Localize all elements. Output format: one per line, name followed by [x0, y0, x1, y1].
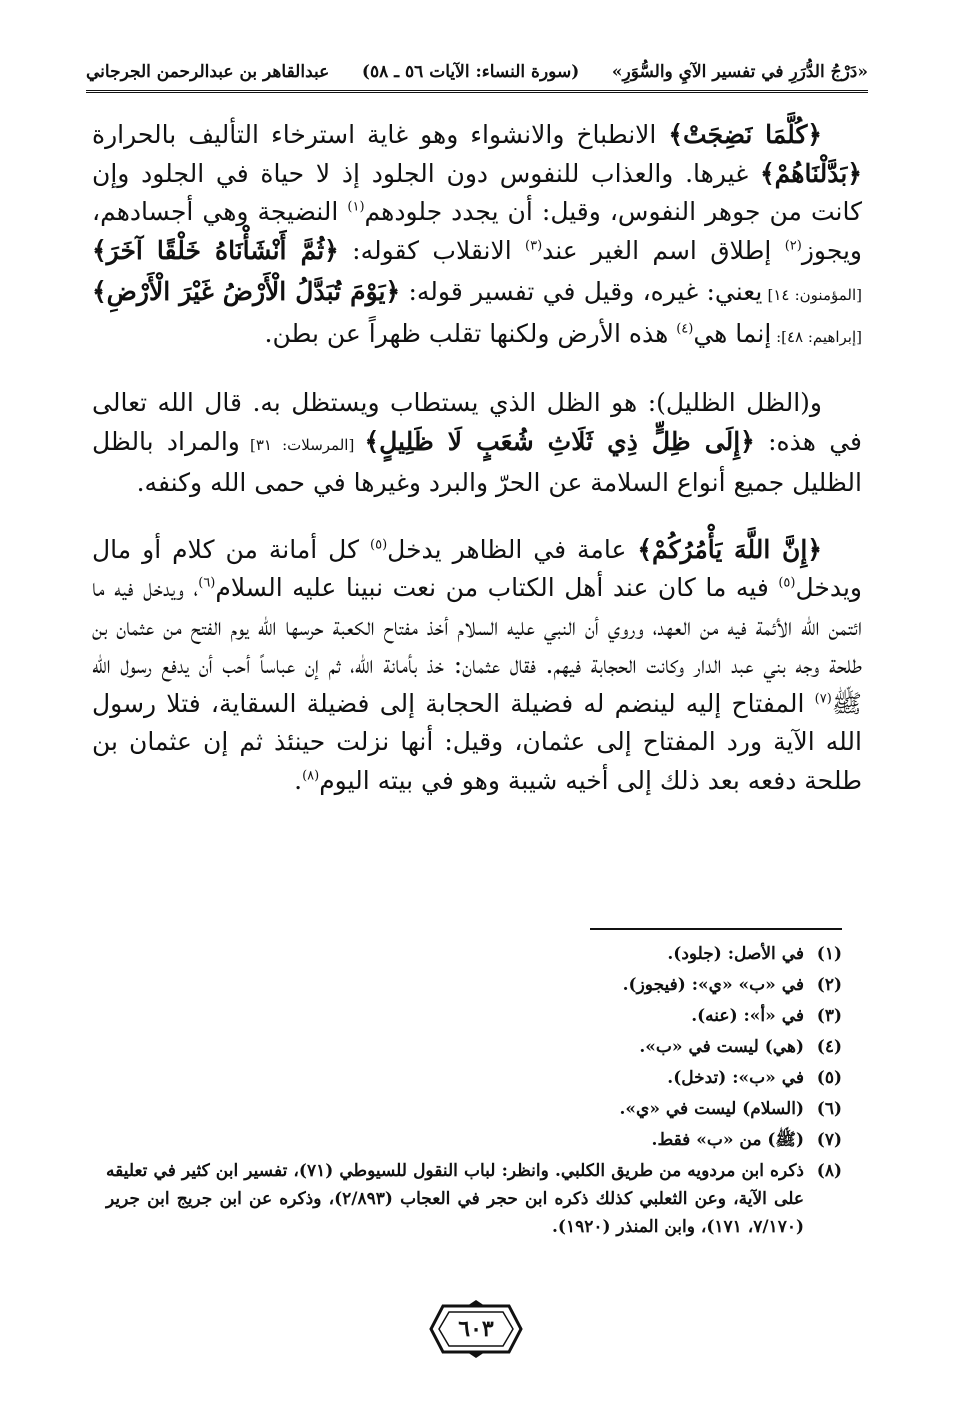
text-run: المفتاح إليه لينضم له فضيلة الحجابة إلى فضيلة السقاية، فتلا رسول الله الآية ورد المفتاح إلى عثمان، وقيل: أنها نزلت حينئذ ثم إن عثمان بن طلحة دفعه بعد ذلك إلى أخيه شيبة وهو في بيته اليوم [92, 688, 862, 795]
text-run: و(الظل الظليل): هو الظل الذي يستطاب ويستظل به. قال الله تعالى في هذه: [92, 388, 863, 456]
text-run: كل أمانة من كلام أو مال ويدخل [92, 534, 862, 602]
footnote-number: (٧) [816, 1130, 842, 1150]
footnote-divider [590, 928, 842, 930]
footnote-text: في «أ»: (عنه). [691, 1006, 804, 1026]
footnote-marker: (٦) [198, 575, 216, 591]
footnote-text: ذكره ابن مردويه من طريق الكلبي. وانظر: لباب النقول للسيوطي (٧١)، تفسير ابن كثير في تعليقه على الآية، وعن الثعلبي كذلك ذكره ابن حجر في العجاب (٢/٨٩٣)، وذكره عن ابن جريج ابن جرير (٧/١٧٠، ١٧١)، وابن المنذر (١٩٢٠). [106, 1161, 804, 1237]
footnote-text: (السلام) ليست في «ي». [619, 1099, 804, 1119]
footnote-marker: (٨) [302, 768, 320, 784]
footnote-marker: (٣) [525, 238, 543, 254]
text-run: والمراد بالظل الظليل جميع أنواع السلامة عن الحرّ والبرد وغيرها في حمى الله وكنفه. [92, 426, 862, 497]
verse-reference: [إبراهيم: ٤٨]: [771, 327, 862, 346]
quran-quote: ﴿كُلَّمَا نَضِجَتْ﴾ [668, 120, 822, 149]
header-divider [86, 90, 868, 93]
quran-quote: ﴿ثُمَّ أَنْشَأْنَاهُ خَلْقًا آخَرَ﴾ [92, 235, 339, 265]
text-run: عامة في الظاهر يدخل [387, 534, 638, 564]
header-section: (سورة النساء: الآيات ٥٦ ـ ٥٨) [361, 62, 580, 82]
running-header [86, 56, 868, 88]
header-book-title: «دَرْجُ الدُّرَرِ في تفسير الآيِ والسُّوَرِ» [611, 62, 868, 82]
text-run: هذه الأرض ولكنها تقلب ظهراً عن بطن. [264, 318, 677, 348]
paragraph-2 [92, 384, 862, 503]
footnote-text: في «ب»: (تدخل). [667, 1068, 804, 1088]
footnote-number: (٤) [816, 1037, 842, 1057]
text-run: غيرها. والعذاب للنفوس دون الجلود إذ لا حياة في الجلود وإن كانت من جوهر النفوس، وقيل: أن يجدد جلودهم [92, 158, 862, 226]
header-author: عبدالقاهر بن عبدالرحمن الجرجاني [86, 62, 330, 82]
footnote-number: (٥) [816, 1068, 842, 1088]
footnote-marker: (٢) [784, 238, 802, 254]
footnote-text: (هي) ليست في «ب». [639, 1037, 804, 1057]
footnote-item [106, 940, 842, 968]
footnote-marker: (٧) [814, 691, 832, 707]
paragraph-3 [92, 531, 862, 801]
footnote-text: (ﷺ) من «ب» فقط. [651, 1130, 804, 1150]
footnote-marker: (١) [347, 199, 365, 215]
text-run: يعني: غيره، وقيل في تفسير قوله: [400, 277, 763, 306]
footnote-number: (١) [816, 944, 842, 964]
footnote-item [106, 971, 842, 999]
text-run: إنما هي [693, 318, 772, 348]
text-run: إطلاق اسم الغير عند [542, 235, 785, 265]
footnote-item [106, 1002, 842, 1030]
text-run: الانطباخ والانشواء وهو غاية استرخاء التأليف بالحرارة [92, 120, 669, 149]
footnote-number: (٦) [816, 1099, 842, 1119]
page-number: ٦٠٣ [458, 1316, 494, 1342]
footnotes [106, 940, 842, 1244]
footnote-item [106, 1033, 842, 1061]
text-run: الانقلاب كقوله: [338, 235, 525, 265]
verse-reference: [المؤمنون: ١٤] [762, 286, 862, 304]
footnote-text: في الأصل: (جلود). [667, 944, 804, 964]
footnote-marker: (٥) [778, 575, 796, 591]
footnote-item [106, 1064, 842, 1092]
footnote-text: في «ب» «ي»: (فيجوز). [622, 975, 804, 995]
text-run: . [294, 765, 303, 795]
footnote-marker: (٤) [676, 321, 694, 337]
footnote-number: (٢) [816, 975, 842, 995]
quran-quote: ﴿بَدَّلْنَاهُمْ﴾ [760, 158, 862, 188]
footnote-item [106, 1157, 842, 1241]
main-text [92, 116, 862, 828]
footnote-number: (٨) [816, 1161, 842, 1181]
text-run: النضيجة وهي أجسادهم، ويجوز [92, 197, 862, 265]
footnote-item [106, 1126, 842, 1154]
footnote-item [106, 1095, 842, 1123]
quran-quote: ﴿إِلَى ظِلٍّ ذِي ثَلَاثِ شُعَبٍ لَا ظَلِيلٍ﴾ [364, 426, 755, 456]
text-run: ، ويدخل فيه ما ائتمن الله الأئمة فيه من العهد، وروي أن النبي عليه السلام أخذ مفتاح الكعبة حرسها الله يوم الفتح من عثمان بن طلحة وجه بني عبد الدار وكانت الحجابة فيهم. فقال عثمان: خذ بأمانة الله، ثم إن عباساً أحب أن يدفع رسول الله ﷺ [92, 573, 862, 718]
footnote-marker: (٥) [370, 537, 388, 553]
quran-quote: ﴿يَوْمَ تُبَدَّلُ الْأَرْضُ غَيْرَ الْأَرْضِ﴾ [92, 277, 401, 306]
text-run: فيه ما كان عند أهل الكتاب من نعت نبينا عليه السلام [215, 573, 779, 602]
page-number-ornament [429, 1300, 523, 1358]
quran-quote: ﴿إِنَّ اللَّهَ يَأْمُرُكُمْ﴾ [637, 534, 822, 564]
paragraph-1 [92, 116, 862, 356]
footnote-number: (٣) [816, 1006, 842, 1026]
verse-reference: [المرسلات: ٣١] [239, 435, 365, 454]
